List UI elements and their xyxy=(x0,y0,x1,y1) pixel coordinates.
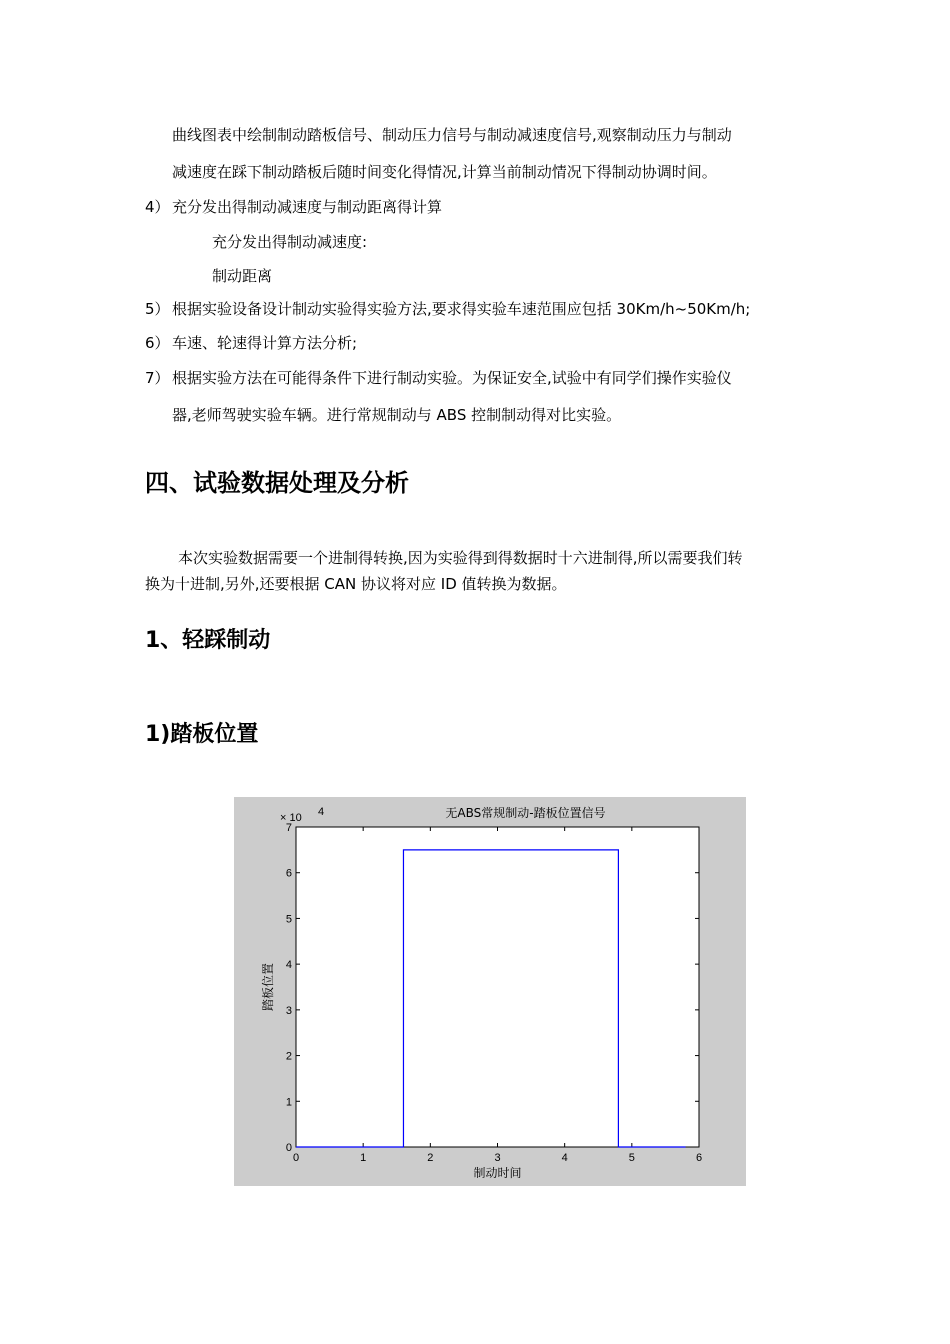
x-tick-label: 3 xyxy=(494,1152,501,1164)
sub-item-text: 制动距离 xyxy=(212,267,273,285)
list-number: 7） xyxy=(145,369,170,387)
subsection-heading: 1、轻踩制动 xyxy=(145,628,271,653)
y-axis-label: 踏板位置 xyxy=(261,962,275,1012)
chart-svg xyxy=(234,797,746,1186)
list-number: 6） xyxy=(145,334,170,352)
y-exponent-power: 4 xyxy=(318,806,325,818)
list-item-text: 车速、轮速得计算方法分析; xyxy=(172,334,358,352)
section-heading: 四、试验数据处理及分析 xyxy=(145,469,409,497)
subsubsection-heading: 1)踏板位置 xyxy=(145,722,259,747)
y-tick-label: 0 xyxy=(285,1142,292,1154)
chart-figure xyxy=(234,797,746,1186)
x-tick-label: 6 xyxy=(695,1152,703,1164)
y-tick-label: 5 xyxy=(285,913,292,926)
paragraph-line: 本次实验数据需要一个进制得转换,因为实验得到得数据时十六进制得,所以需要我们转 xyxy=(178,549,743,567)
list-number: 4） xyxy=(145,198,170,216)
y-tick-label: 7 xyxy=(285,822,292,834)
x-tick-label: 5 xyxy=(628,1152,635,1164)
y-tick-label: 1 xyxy=(285,1096,292,1109)
x-tick-label: 1 xyxy=(360,1152,367,1164)
y-tick-label: 3 xyxy=(285,1004,292,1017)
x-tick-label: 4 xyxy=(561,1152,568,1164)
y-tick-label: 2 xyxy=(285,1050,292,1063)
y-tick-label: 4 xyxy=(285,959,292,972)
paragraph-line: 曲线图表中绘制制动踏板信号、制动压力信号与制动减速度信号,观察制动压力与制动 xyxy=(172,126,732,144)
plot-area xyxy=(296,827,699,1147)
paragraph-line: 换为十进制,另外,还要根据 CAN 协议将对应 ID 值转换为数据。 xyxy=(145,575,567,593)
paragraph-line: 减速度在踩下制动踏板后随时间变化得情况,计算当前制动情况下得制动协调时间。 xyxy=(172,163,717,181)
list-item-text: 充分发出得制动减速度与制动距离得计算 xyxy=(172,198,443,216)
list-item-continuation: 器,老师驾驶实验车辆。进行常规制动与 ABS 控制制动得对比实验。 xyxy=(172,406,622,424)
sub-item-text: 充分发出得制动减速度: xyxy=(212,233,368,251)
chart-title: 无ABS常规制动-踏板位置信号 xyxy=(445,806,606,820)
list-item-text: 根据实验设备设计制动实验得实验方法,要求得实验车速范围应包括 30Km/h~50Km/h; xyxy=(172,300,751,318)
y-tick-label: 6 xyxy=(285,867,292,880)
x-tick-label: 2 xyxy=(427,1152,434,1164)
list-item-text: 根据实验方法在可能得条件下进行制动实验。为保证安全,试验中有同学们操作实验仪 xyxy=(172,369,732,387)
list-number: 5） xyxy=(145,300,170,318)
y-exponent-label: × 10 xyxy=(280,812,302,824)
x-axis-label: 制动时间 xyxy=(473,1166,522,1180)
x-tick-label: 0 xyxy=(292,1152,300,1164)
